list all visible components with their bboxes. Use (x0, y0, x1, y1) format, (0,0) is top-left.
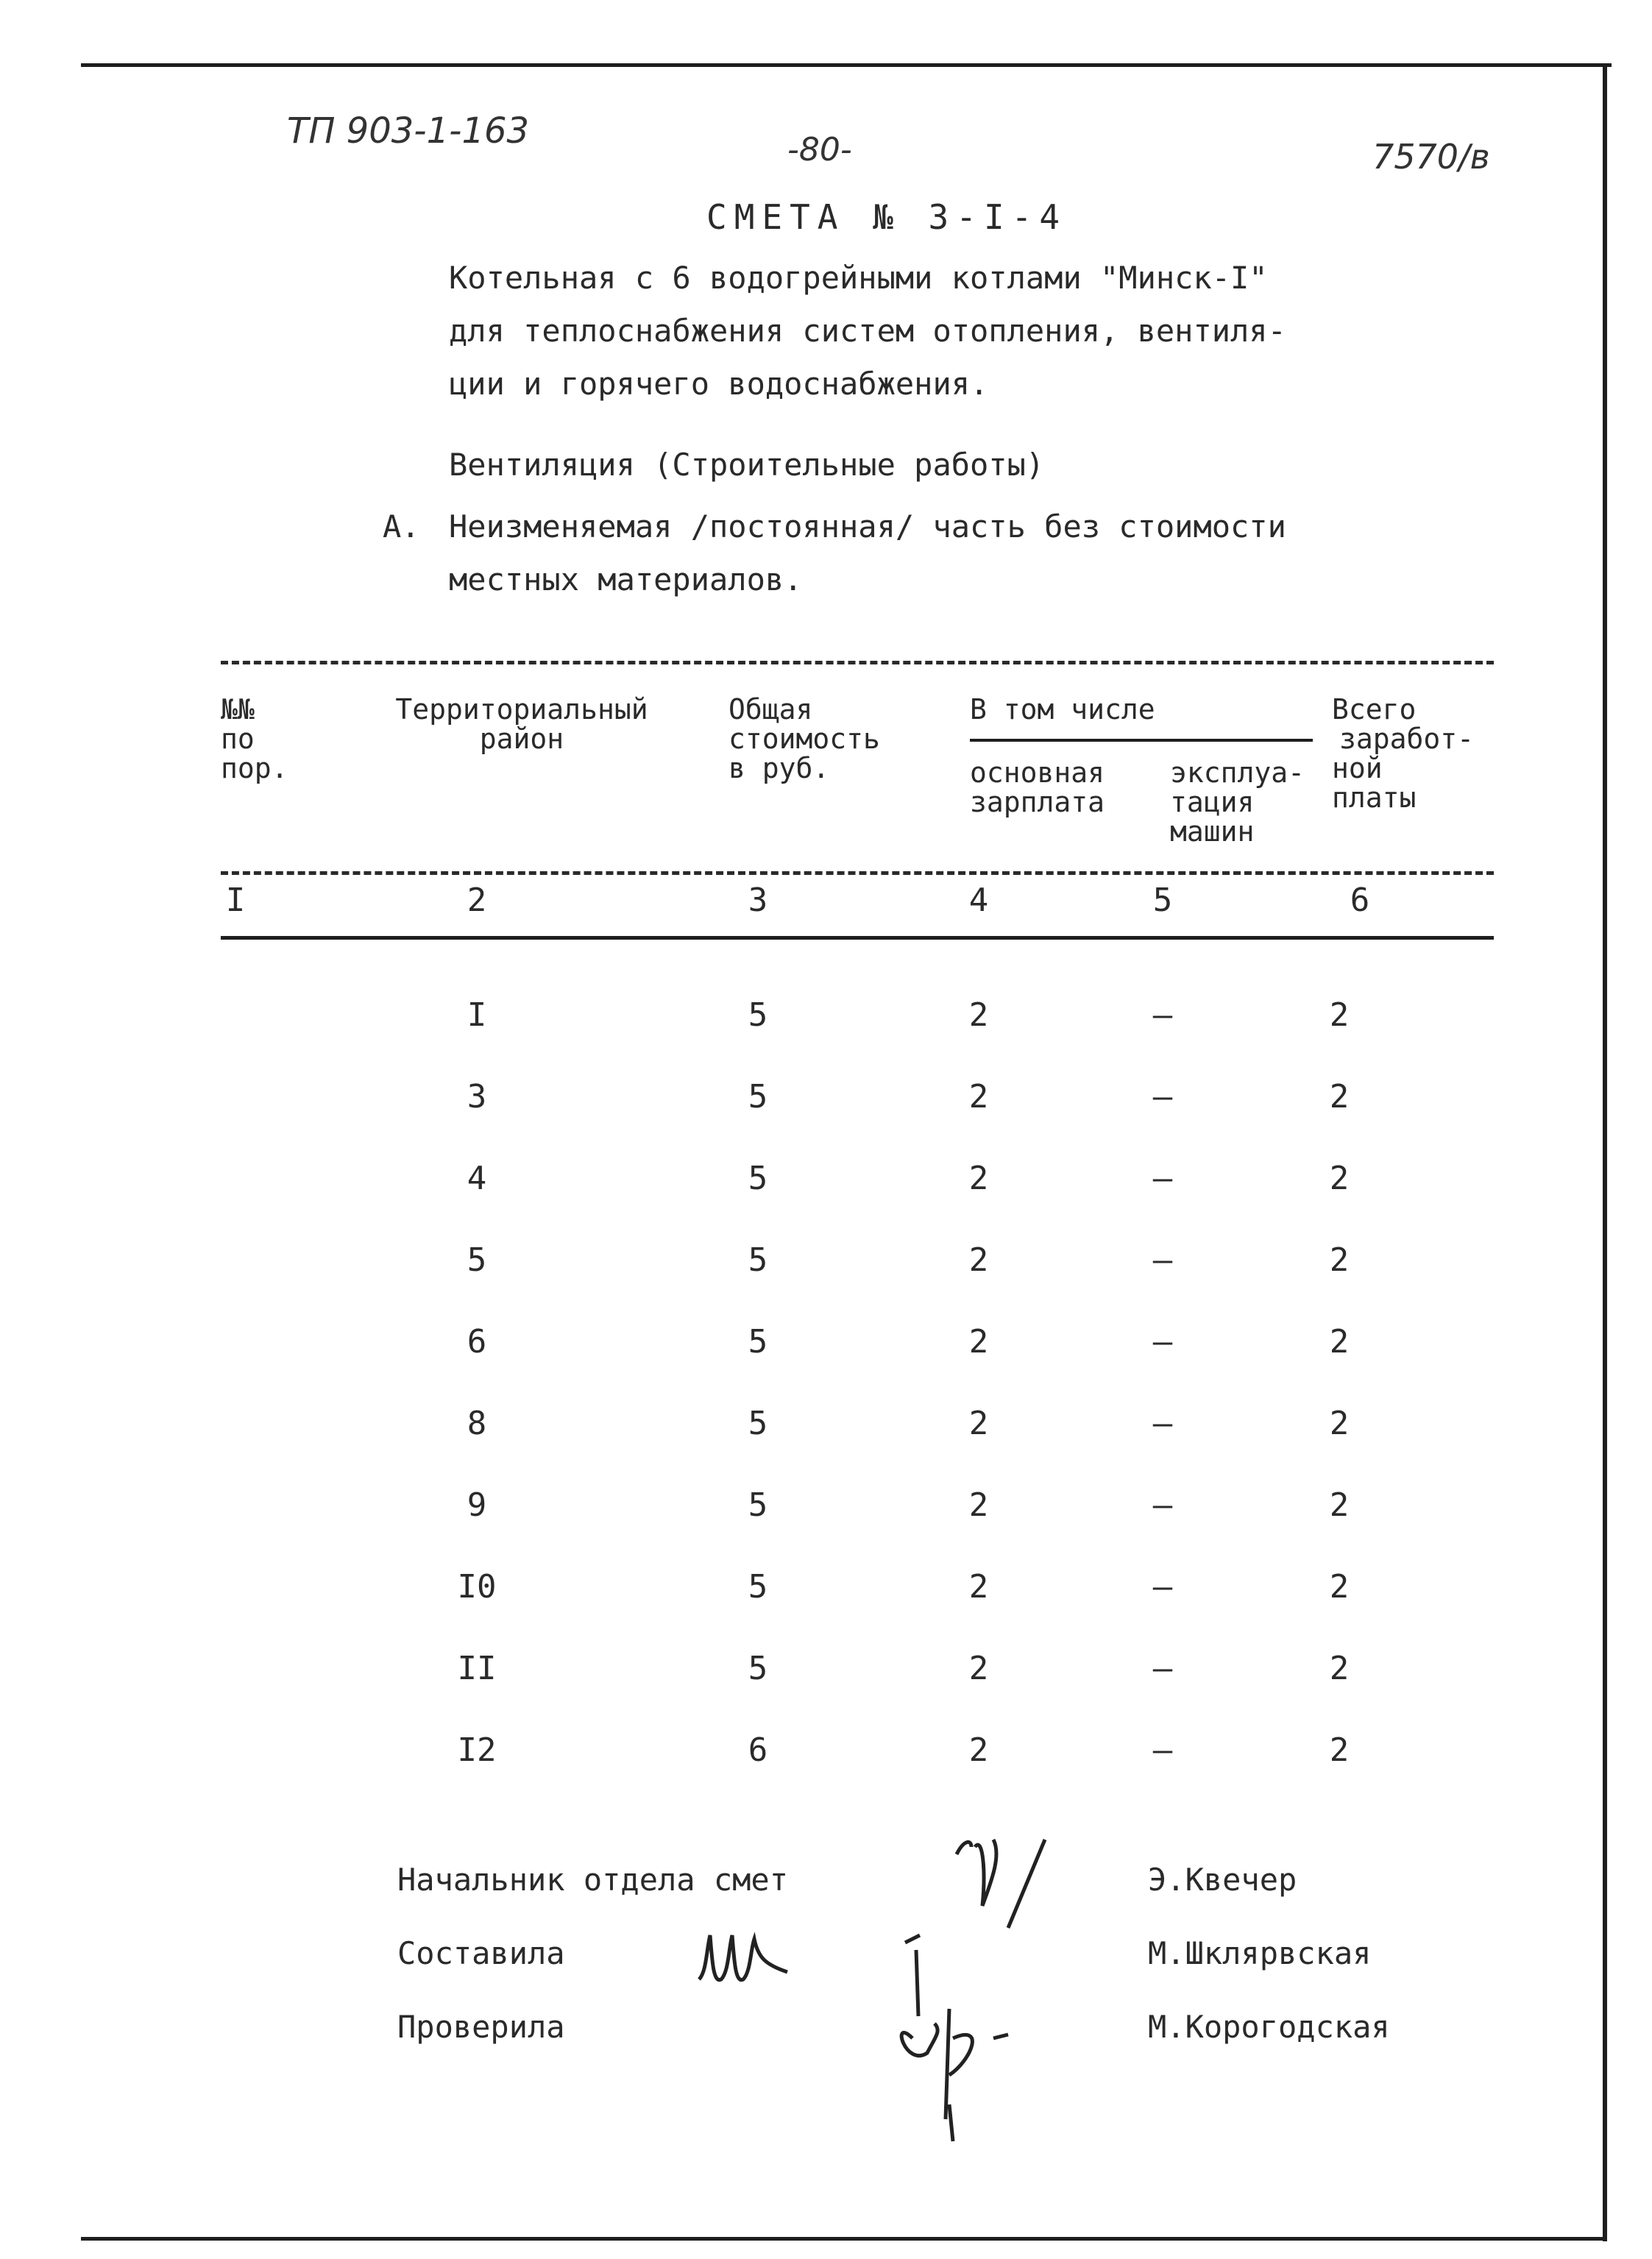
col-header-total-line: стоимость (728, 723, 880, 755)
cell-region: 4 (467, 1160, 487, 1197)
cell-machine-operation: – (1152, 1650, 1173, 1687)
cell-total-cost: 5 (748, 1486, 768, 1524)
handwritten-signature-3 (883, 1928, 1060, 2149)
signature-role-head: Начальник отдела смет (397, 1862, 789, 1898)
signature-role-compiled: Составила (397, 1935, 565, 1971)
signature-name-checked: М.Корогодская (1148, 2009, 1390, 2045)
right-border-line (1603, 63, 1607, 2241)
cell-total-cost: 5 (748, 1323, 768, 1361)
col-header-machines-line: тация (1170, 786, 1255, 818)
cell-base-salary: 2 (968, 1241, 989, 1279)
column-number: 2 (467, 882, 487, 919)
col-header-wages-line: Всего (1332, 693, 1417, 726)
col-header-wages-line: ной (1332, 752, 1383, 784)
col-header-machines-line: эксплуа- (1170, 756, 1305, 789)
subsection-line-2: местных материалов. (449, 561, 803, 597)
cell-machine-operation: – (1152, 1160, 1173, 1197)
cell-total-wages: 2 (1329, 1650, 1350, 1687)
section-heading: Вентиляция (Строительные работы) (449, 447, 1045, 483)
cell-region: I (467, 996, 487, 1034)
cell-base-salary: 2 (968, 996, 989, 1034)
cell-base-salary: 2 (968, 1405, 989, 1442)
col-header-salary (970, 758, 1105, 817)
cell-region: 5 (467, 1241, 487, 1279)
cell-machine-operation: – (1152, 1078, 1173, 1116)
table-header-rule (221, 871, 1494, 875)
col-header-total-line: в руб. (728, 752, 830, 784)
cell-total-cost: 6 (748, 1731, 768, 1769)
col-header-number-line: №№ (221, 693, 255, 726)
cell-total-cost: 5 (748, 996, 768, 1034)
cell-base-salary: 2 (968, 1568, 989, 1606)
column-number: 5 (1152, 882, 1173, 919)
cell-region: II (457, 1650, 497, 1687)
cell-total-wages: 2 (1329, 1405, 1350, 1442)
description-line-1: Котельная с 6 водогрейными котлами "Минск-I" (449, 260, 1268, 296)
cell-base-salary: 2 (968, 1486, 989, 1524)
description-line-3: ции и горячего водоснабжения. (449, 366, 989, 402)
cell-base-salary: 2 (968, 1731, 989, 1769)
col-header-region-line: район (479, 723, 564, 755)
cell-machine-operation: – (1152, 1323, 1173, 1361)
cell-machine-operation: – (1152, 996, 1173, 1034)
cell-total-wages: 2 (1329, 1323, 1350, 1361)
column-number: 3 (748, 882, 768, 919)
cell-total-cost: 5 (748, 1568, 768, 1606)
table-top-rule (221, 661, 1494, 664)
cell-region: 3 (467, 1078, 487, 1116)
signature-name-head: Э.Квечер (1148, 1862, 1297, 1898)
col-header-number (221, 695, 288, 783)
page-number: -80- (787, 131, 852, 169)
cell-total-wages: 2 (1329, 1160, 1350, 1197)
cell-region: 6 (467, 1323, 487, 1361)
column-number: I (225, 882, 246, 919)
column-number: 6 (1350, 882, 1370, 919)
column-number: 4 (968, 882, 989, 919)
col-header-total (728, 695, 880, 783)
signature-name-compiled: М.Шклярвская (1148, 1935, 1372, 1971)
cell-base-salary: 2 (968, 1323, 989, 1361)
cell-total-wages: 2 (1329, 1568, 1350, 1606)
col-header-wages (1332, 695, 1474, 812)
cell-total-cost: 5 (748, 1241, 768, 1279)
cell-machine-operation: – (1152, 1241, 1173, 1279)
cell-total-wages: 2 (1329, 996, 1350, 1034)
col-header-wages-line: платы (1332, 781, 1417, 814)
table-body-rule (221, 936, 1494, 940)
cell-region: 9 (467, 1486, 487, 1524)
subsection-line-1: Неизменяемая /постоянная/ часть без стоимости (449, 508, 1286, 545)
cell-region: 8 (467, 1405, 487, 1442)
cell-base-salary: 2 (968, 1078, 989, 1116)
col-header-total-line: Общая (728, 693, 813, 726)
col-header-number-line: по (221, 723, 255, 755)
cell-total-wages: 2 (1329, 1486, 1350, 1524)
cell-base-salary: 2 (968, 1650, 989, 1687)
col-header-machines-line: машин (1170, 815, 1255, 848)
col-header-group: В том числе (970, 693, 1155, 726)
cell-machine-operation: – (1152, 1405, 1173, 1442)
cell-region: I2 (457, 1731, 497, 1769)
col-header-salary-line: основная (970, 756, 1105, 789)
signature-role-checked: Проверила (397, 2009, 565, 2045)
col-header-wages-line: заработ- (1339, 723, 1475, 755)
cell-region: I0 (457, 1568, 497, 1606)
description-line-2: для теплоснабжения систем отопления, вентиля- (449, 313, 1286, 349)
cell-total-cost: 5 (748, 1160, 768, 1197)
cell-total-wages: 2 (1329, 1078, 1350, 1116)
cell-machine-operation: – (1152, 1731, 1173, 1769)
subsection-marker: А. (383, 508, 420, 545)
document-title: СМЕТА № 3-I-4 (706, 197, 1068, 237)
handwritten-signature-2 (692, 1921, 868, 2001)
cell-total-cost: 5 (748, 1078, 768, 1116)
cell-base-salary: 2 (968, 1160, 989, 1197)
col-header-number-line: пор. (221, 752, 288, 784)
cell-total-cost: 5 (748, 1650, 768, 1687)
cell-machine-operation: – (1152, 1568, 1173, 1606)
document-number: 7570/в (1372, 137, 1490, 177)
cell-total-wages: 2 (1329, 1731, 1350, 1769)
group-underline (970, 739, 1313, 742)
bottom-border-line (81, 2237, 1607, 2241)
col-header-region-line: Территориальный (395, 693, 648, 726)
col-header-region (364, 695, 680, 753)
cell-total-cost: 5 (748, 1405, 768, 1442)
col-header-salary-line: зарплата (970, 786, 1105, 818)
cell-total-wages: 2 (1329, 1241, 1350, 1279)
project-code: ТП 903-1-163 (287, 110, 530, 152)
handwritten-signature-1 (912, 1825, 1104, 1943)
cell-machine-operation: – (1152, 1486, 1173, 1524)
col-header-machines (1170, 758, 1305, 846)
top-border-line (81, 63, 1612, 67)
